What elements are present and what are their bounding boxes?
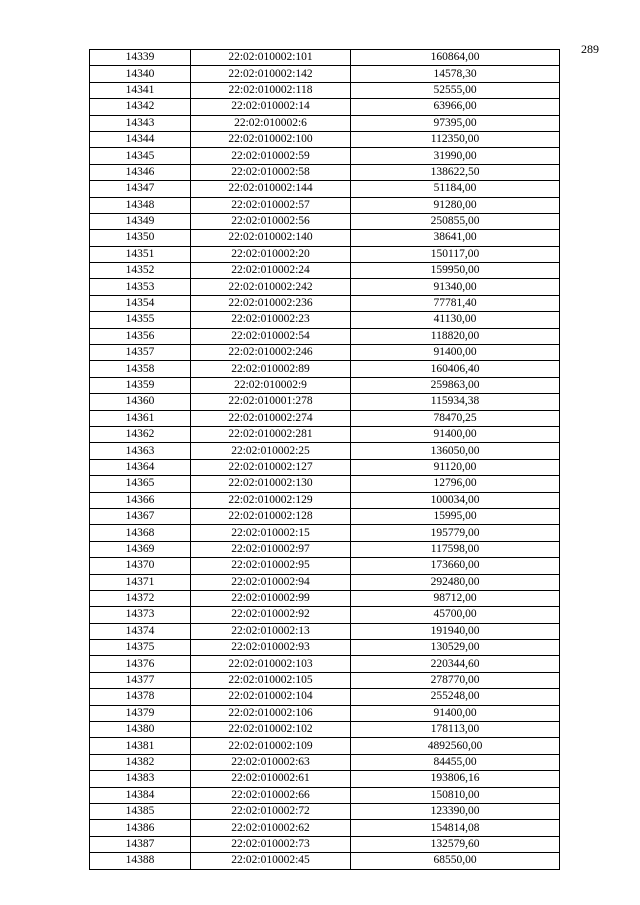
row-number-cell: 14387 — [90, 836, 191, 852]
row-number-cell: 14361 — [90, 410, 191, 426]
value-cell: 78470,25 — [351, 410, 560, 426]
value-cell: 278770,00 — [351, 672, 560, 688]
value-cell: 41130,00 — [351, 312, 560, 328]
cadastral-number-cell: 22:02:010002:14 — [191, 99, 351, 115]
row-number-cell: 14341 — [90, 82, 191, 98]
value-cell: 292480,00 — [351, 574, 560, 590]
row-number-cell: 14380 — [90, 722, 191, 738]
cadastral-number-cell: 22:02:010002:118 — [191, 82, 351, 98]
row-number-cell: 14373 — [90, 607, 191, 623]
row-number-cell: 14364 — [90, 459, 191, 475]
cadastral-number-cell: 22:02:010001:278 — [191, 394, 351, 410]
value-cell: 255248,00 — [351, 689, 560, 705]
cadastral-number-cell: 22:02:010002:106 — [191, 705, 351, 721]
row-number-cell: 14379 — [90, 705, 191, 721]
cadastral-number-cell: 22:02:010002:129 — [191, 492, 351, 508]
cadastral-number-cell: 22:02:010002:54 — [191, 328, 351, 344]
value-cell: 98712,00 — [351, 590, 560, 606]
row-number-cell: 14357 — [90, 345, 191, 361]
value-cell: 38641,00 — [351, 230, 560, 246]
cadastral-number-cell: 22:02:010002:72 — [191, 803, 351, 819]
table-row — [90, 164, 560, 180]
value-cell: 220344,60 — [351, 656, 560, 672]
row-number-cell: 14348 — [90, 197, 191, 213]
row-number-cell: 14360 — [90, 394, 191, 410]
row-number-cell: 14356 — [90, 328, 191, 344]
table-row — [90, 181, 560, 197]
row-number-cell: 14371 — [90, 574, 191, 590]
table-body — [90, 50, 560, 870]
value-cell: 138622,50 — [351, 164, 560, 180]
cadastral-number-cell: 22:02:010002:56 — [191, 213, 351, 229]
cadastral-number-cell: 22:02:010002:73 — [191, 836, 351, 852]
table-row — [90, 131, 560, 147]
table-row — [90, 99, 560, 115]
value-cell: 4892560,00 — [351, 738, 560, 754]
value-cell: 160864,00 — [351, 50, 560, 66]
value-cell: 100034,00 — [351, 492, 560, 508]
table-row — [90, 345, 560, 361]
cadastral-number-cell: 22:02:010002:45 — [191, 853, 351, 869]
table-row — [90, 508, 560, 524]
table-row — [90, 213, 560, 229]
cadastral-number-cell: 22:02:010002:101 — [191, 50, 351, 66]
value-cell: 150117,00 — [351, 246, 560, 262]
value-cell: 159950,00 — [351, 263, 560, 279]
row-number-cell: 14345 — [90, 148, 191, 164]
table-row — [90, 426, 560, 442]
table-row — [90, 689, 560, 705]
cadastral-number-cell: 22:02:010002:61 — [191, 771, 351, 787]
table-row — [90, 803, 560, 819]
value-cell: 68550,00 — [351, 853, 560, 869]
cadastral-number-cell: 22:02:010002:63 — [191, 754, 351, 770]
value-cell: 195779,00 — [351, 525, 560, 541]
value-cell: 136050,00 — [351, 443, 560, 459]
cadastral-number-cell: 22:02:010002:140 — [191, 230, 351, 246]
row-number-cell: 14344 — [90, 131, 191, 147]
row-number-cell: 14377 — [90, 672, 191, 688]
value-cell: 259863,00 — [351, 377, 560, 393]
table-row — [90, 361, 560, 377]
value-cell: 97395,00 — [351, 115, 560, 131]
value-cell: 160406,40 — [351, 361, 560, 377]
cadastral-number-cell: 22:02:010002:59 — [191, 148, 351, 164]
row-number-cell: 14369 — [90, 541, 191, 557]
value-cell: 52555,00 — [351, 82, 560, 98]
table-row — [90, 558, 560, 574]
table-row — [90, 66, 560, 82]
cadastral-number-cell: 22:02:010002:13 — [191, 623, 351, 639]
value-cell: 191940,00 — [351, 623, 560, 639]
cadastral-number-cell: 22:02:010002:105 — [191, 672, 351, 688]
cadastral-number-cell: 22:02:010002:102 — [191, 722, 351, 738]
row-number-cell: 14367 — [90, 508, 191, 524]
row-number-cell: 14370 — [90, 558, 191, 574]
row-number-cell: 14340 — [90, 66, 191, 82]
value-cell: 91400,00 — [351, 705, 560, 721]
value-cell: 178113,00 — [351, 722, 560, 738]
cadastral-number-cell: 22:02:010002:89 — [191, 361, 351, 377]
value-cell: 173660,00 — [351, 558, 560, 574]
cadastral-number-cell: 22:02:010002:6 — [191, 115, 351, 131]
table-row — [90, 640, 560, 656]
table-row — [90, 590, 560, 606]
value-cell: 91280,00 — [351, 197, 560, 213]
row-number-cell: 14375 — [90, 640, 191, 656]
value-cell: 45700,00 — [351, 607, 560, 623]
row-number-cell: 14352 — [90, 263, 191, 279]
table-row — [90, 853, 560, 869]
page-number: 289 — [581, 42, 599, 56]
value-cell: 118820,00 — [351, 328, 560, 344]
row-number-cell: 14339 — [90, 50, 191, 66]
cadastral-number-cell: 22:02:010002:246 — [191, 345, 351, 361]
row-number-cell: 14378 — [90, 689, 191, 705]
row-number-cell: 14342 — [90, 99, 191, 115]
value-cell: 130529,00 — [351, 640, 560, 656]
value-cell: 132579,60 — [351, 836, 560, 852]
table-row — [90, 672, 560, 688]
table-row — [90, 820, 560, 836]
cadastral-number-cell: 22:02:010002:236 — [191, 295, 351, 311]
value-cell: 77781,40 — [351, 295, 560, 311]
table-row — [90, 459, 560, 475]
cadastral-number-cell: 22:02:010002:62 — [191, 820, 351, 836]
row-number-cell: 14363 — [90, 443, 191, 459]
value-cell: 31990,00 — [351, 148, 560, 164]
value-cell: 123390,00 — [351, 803, 560, 819]
value-cell: 12796,00 — [351, 476, 560, 492]
row-number-cell: 14349 — [90, 213, 191, 229]
row-number-cell: 14358 — [90, 361, 191, 377]
table-row — [90, 738, 560, 754]
value-cell: 112350,00 — [351, 131, 560, 147]
cadastral-number-cell: 22:02:010002:24 — [191, 263, 351, 279]
row-number-cell: 14382 — [90, 754, 191, 770]
value-cell: 14578,30 — [351, 66, 560, 82]
row-number-cell: 14374 — [90, 623, 191, 639]
row-number-cell: 14385 — [90, 803, 191, 819]
row-number-cell: 14353 — [90, 279, 191, 295]
row-number-cell: 14362 — [90, 426, 191, 442]
cadastral-number-cell: 22:02:010002:95 — [191, 558, 351, 574]
value-cell: 51184,00 — [351, 181, 560, 197]
table-row — [90, 394, 560, 410]
table-row — [90, 623, 560, 639]
cadastral-number-cell: 22:02:010002:97 — [191, 541, 351, 557]
row-number-cell: 14383 — [90, 771, 191, 787]
row-number-cell: 14346 — [90, 164, 191, 180]
table-row — [90, 525, 560, 541]
row-number-cell: 14354 — [90, 295, 191, 311]
table-row — [90, 148, 560, 164]
value-cell: 84455,00 — [351, 754, 560, 770]
cadastral-number-cell: 22:02:010002:128 — [191, 508, 351, 524]
cadastral-number-cell: 22:02:010002:100 — [191, 131, 351, 147]
table-row — [90, 705, 560, 721]
table-row — [90, 787, 560, 803]
value-cell: 117598,00 — [351, 541, 560, 557]
row-number-cell: 14350 — [90, 230, 191, 246]
table-row — [90, 541, 560, 557]
table-row — [90, 443, 560, 459]
value-cell: 91400,00 — [351, 345, 560, 361]
table-row — [90, 82, 560, 98]
table-row — [90, 230, 560, 246]
row-number-cell: 14368 — [90, 525, 191, 541]
table-row — [90, 263, 560, 279]
cadastral-number-cell: 22:02:010002:92 — [191, 607, 351, 623]
table-row — [90, 836, 560, 852]
value-cell: 154814,08 — [351, 820, 560, 836]
cadastral-number-cell: 22:02:010002:23 — [191, 312, 351, 328]
table-row — [90, 115, 560, 131]
value-cell: 150810,00 — [351, 787, 560, 803]
cadastral-number-cell: 22:02:010002:274 — [191, 410, 351, 426]
cadastral-number-cell: 22:02:010002:103 — [191, 656, 351, 672]
value-cell: 250855,00 — [351, 213, 560, 229]
row-number-cell: 14347 — [90, 181, 191, 197]
cadastral-number-cell: 22:02:010002:281 — [191, 426, 351, 442]
value-cell: 91120,00 — [351, 459, 560, 475]
cadastral-number-cell: 22:02:010002:15 — [191, 525, 351, 541]
cadastral-number-cell: 22:02:010002:57 — [191, 197, 351, 213]
row-number-cell: 14366 — [90, 492, 191, 508]
row-number-cell: 14384 — [90, 787, 191, 803]
table-row — [90, 607, 560, 623]
table-row — [90, 312, 560, 328]
table-row — [90, 377, 560, 393]
value-cell: 91400,00 — [351, 426, 560, 442]
row-number-cell: 14386 — [90, 820, 191, 836]
cadastral-number-cell: 22:02:010002:66 — [191, 787, 351, 803]
table-row — [90, 771, 560, 787]
table-row — [90, 754, 560, 770]
row-number-cell: 14355 — [90, 312, 191, 328]
table-row — [90, 197, 560, 213]
cadastral-number-cell: 22:02:010002:99 — [191, 590, 351, 606]
table-row — [90, 476, 560, 492]
cadastral-number-cell: 22:02:010002:20 — [191, 246, 351, 262]
cadastral-value-table — [89, 49, 560, 870]
value-cell: 115934,38 — [351, 394, 560, 410]
cadastral-number-cell: 22:02:010002:58 — [191, 164, 351, 180]
cadastral-number-cell: 22:02:010002:109 — [191, 738, 351, 754]
row-number-cell: 14359 — [90, 377, 191, 393]
row-number-cell: 14351 — [90, 246, 191, 262]
cadastral-number-cell: 22:02:010002:25 — [191, 443, 351, 459]
table-row — [90, 279, 560, 295]
value-cell: 63966,00 — [351, 99, 560, 115]
row-number-cell: 14343 — [90, 115, 191, 131]
cadastral-number-cell: 22:02:010002:93 — [191, 640, 351, 656]
table-row — [90, 246, 560, 262]
table-row — [90, 656, 560, 672]
cadastral-number-cell: 22:02:010002:130 — [191, 476, 351, 492]
row-number-cell: 14372 — [90, 590, 191, 606]
value-cell: 91340,00 — [351, 279, 560, 295]
row-number-cell: 14376 — [90, 656, 191, 672]
row-number-cell: 14388 — [90, 853, 191, 869]
table-row — [90, 295, 560, 311]
value-cell: 193806,16 — [351, 771, 560, 787]
cadastral-number-cell: 22:02:010002:144 — [191, 181, 351, 197]
cadastral-number-cell: 22:02:010002:94 — [191, 574, 351, 590]
table-row — [90, 574, 560, 590]
table-row — [90, 492, 560, 508]
table-row — [90, 410, 560, 426]
table-row — [90, 722, 560, 738]
cadastral-number-cell: 22:02:010002:9 — [191, 377, 351, 393]
cadastral-number-cell: 22:02:010002:242 — [191, 279, 351, 295]
table-row — [90, 328, 560, 344]
cadastral-number-cell: 22:02:010002:142 — [191, 66, 351, 82]
cadastral-number-cell: 22:02:010002:104 — [191, 689, 351, 705]
table-row — [90, 50, 560, 66]
row-number-cell: 14381 — [90, 738, 191, 754]
row-number-cell: 14365 — [90, 476, 191, 492]
value-cell: 15995,00 — [351, 508, 560, 524]
cadastral-number-cell: 22:02:010002:127 — [191, 459, 351, 475]
